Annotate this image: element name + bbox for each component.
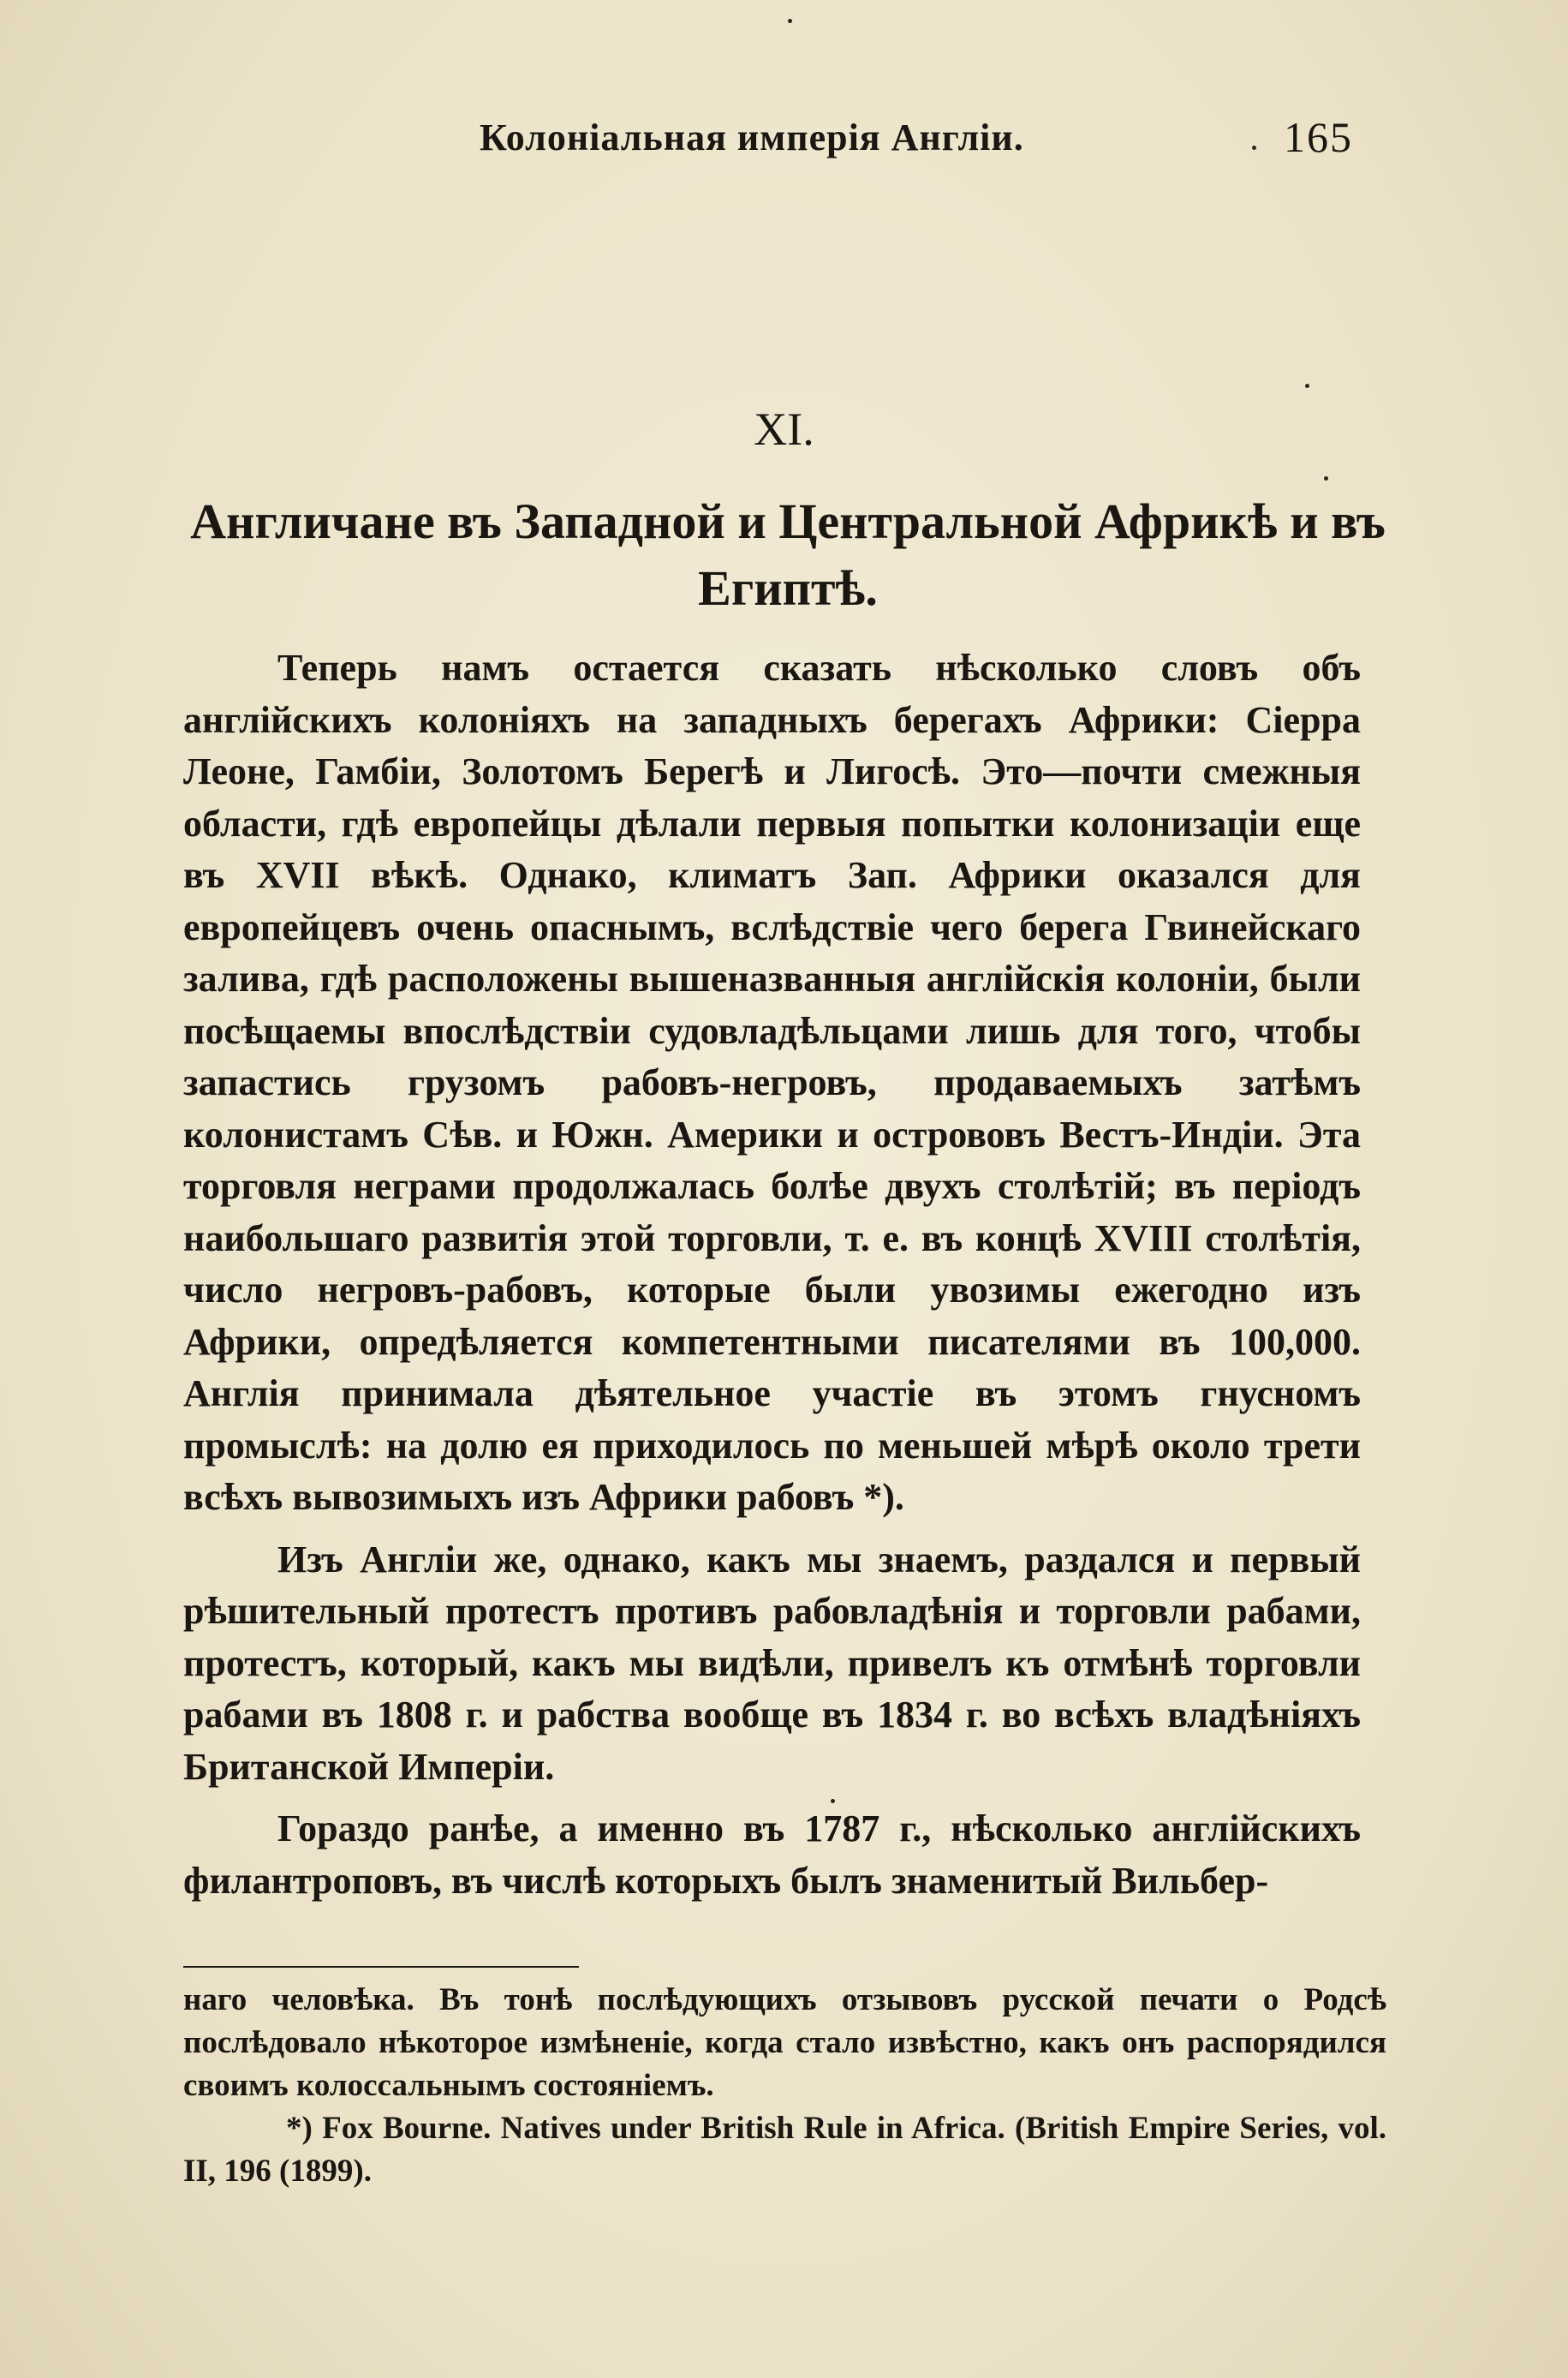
print-speck: [1305, 384, 1309, 388]
chapter-title: Англичане въ Западной и Центральной Африкѣ и въ Египтѣ.: [190, 493, 1386, 616]
footnote: *) Fox Bourne. Natives under British Rule in Africa. (British Empire Series, vol. II, 196 (1899).: [183, 2111, 1386, 2189]
paragraph: Гораздо ранѣе, а именно въ 1787 г., нѣсколько англійскихъ филантроповъ, въ числѣ которыхъ былъ знаменитый Вильбер-: [183, 1807, 1361, 1902]
paragraph: Теперь намъ остается сказать нѣсколько словъ объ англійскихъ колоніяхъ на западныхъ берегахъ Африки: Сіерра Леоне, Гамбіи, Золотомъ Берегѣ и Лигосѣ. Это—почти смежныя области, гдѣ европейцы дѣлали первыя попытки колонизаціи еще въ XVII вѣкѣ. Однако, климатъ Зап. Африки оказался для европейцевъ очень опаснымъ, вслѣдствіе чего берега Гвинейскаго залива, гдѣ расположены вышеназванныя англійскія колоніи, были посѣщаемы впослѣдствіи судовладѣльцами лишь для того, чтобы запастись грузомъ рабовъ-негровъ, продаваемыхъ затѣмъ колонистамъ Сѣв. и Южн. Америки и острововъ Вестъ-Индіи. Эта торговля неграми продолжалась болѣе двухъ столѣтій; въ періодъ наибольшаго развитія этой торговли, т. е. въ концѣ XVIII столѣтія, число негровъ-рабовъ, которые были увозимы ежегодно изъ Африки, опредѣляется компетентными писателями въ 100,000. Англія принимала дѣятельное участіе въ этомъ гнусномъ промыслѣ: на долю ея приходилось по меньшей мѣрѣ около трети всѣхъ вывозимыхъ изъ Африки рабовъ *).: [183, 647, 1361, 1518]
footnote-divider: [183, 1966, 579, 1968]
print-speck: [788, 19, 792, 23]
page-number: 165: [1284, 113, 1353, 161]
footnotes: [183, 1979, 1386, 2193]
chapter-number: XI.: [754, 403, 814, 455]
print-speck: [831, 1799, 835, 1803]
paragraph: Изъ Англіи же, однако, какъ мы знаемъ, раздался и первый рѣшительный протестъ противъ рабовладѣнія и торговли рабами, протестъ, который, какъ мы видѣли, привелъ къ отмѣнѣ торговли рабами въ 1808 г. и рабства вообще въ 1834 г. во всѣхъ владѣніяхъ Британской Имперіи.: [183, 1538, 1361, 1788]
running-title: Колоніальная имперія Англіи.: [480, 117, 1024, 158]
print-speck: [1324, 476, 1328, 481]
body-text: [183, 642, 1361, 1917]
print-speck: [1252, 146, 1256, 150]
page-header: [480, 113, 1353, 176]
footnote-continuation: наго человѣка. Въ тонѣ послѣдующихъ отзывовъ русской печати о Родсѣ послѣдовало нѣкоторое измѣненіе, когда стало извѣстно, какъ онъ распорядился своимъ колоссальнымъ состояніемъ.: [183, 1982, 1386, 2103]
